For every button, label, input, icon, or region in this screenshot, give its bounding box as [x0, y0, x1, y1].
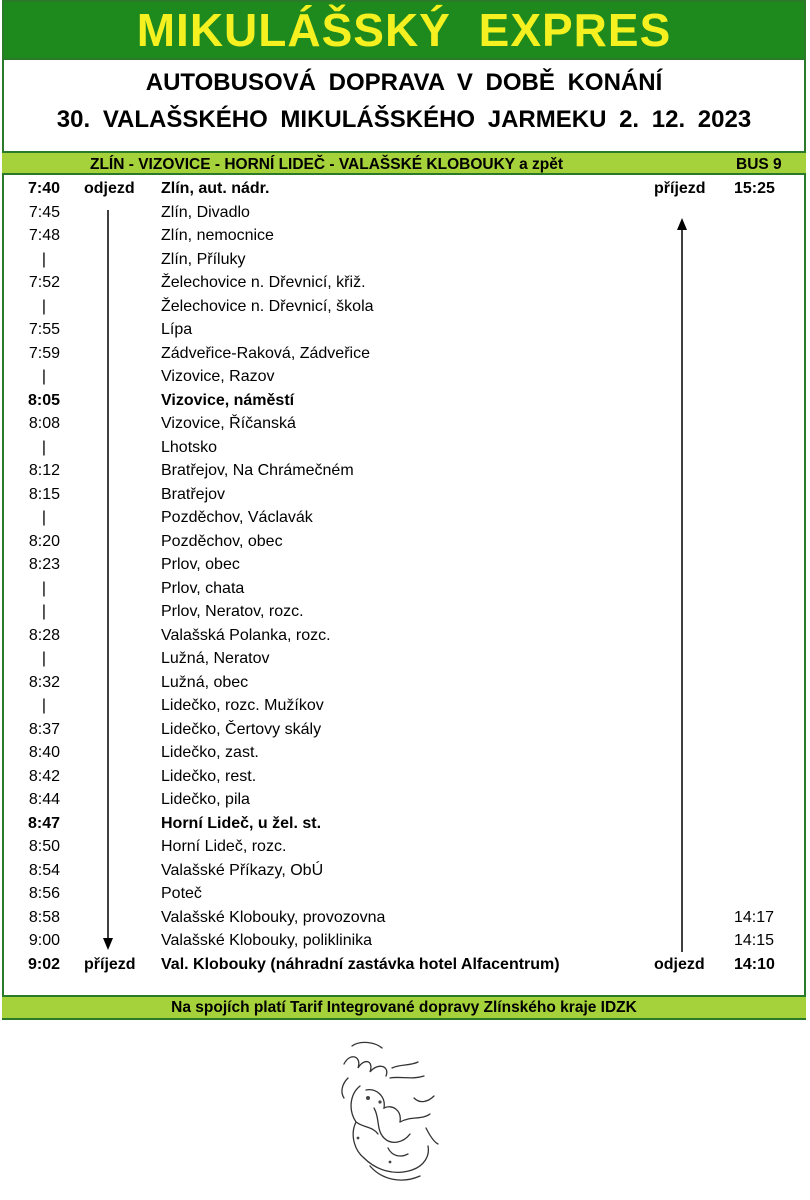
departure-time: 8:32 [28, 673, 60, 691]
departure-time: | [41, 579, 46, 597]
departure-time: 9:02 [27, 955, 60, 973]
stop-name: Poteč [161, 885, 202, 902]
timetable-row [0, 177, 810, 201]
subtitle-line-2: 30. VALAŠSKÉHO MIKULÁŠSKÉHO JARMEKU 2. 12. 2023 [56, 106, 752, 133]
departure-time: 7:45 [28, 203, 60, 221]
departure-time: | [41, 368, 46, 385]
stop-name: Prlov, chata [161, 579, 245, 597]
departure-time: | [41, 509, 46, 526]
timetable-row [0, 365, 810, 389]
stop-name: Valašské Klobouky, provozovna [161, 908, 386, 926]
timetable-row [0, 859, 810, 883]
stop-name: Lidečko, rest. [161, 767, 257, 785]
stop-name: Lidečko, rozc. Mužíkov [161, 697, 324, 714]
departure-time: | [41, 250, 46, 268]
page-title: MIKULÁŠSKÝ EXPRES [136, 4, 672, 56]
departure-time: 8:56 [28, 885, 60, 902]
stop-name: Lidečko, Čertovy skály [161, 720, 322, 738]
timetable-row [0, 506, 810, 530]
departure-time: | [41, 650, 46, 667]
return-time: 14:15 [734, 932, 775, 949]
departure-time: 8:12 [28, 462, 60, 479]
route-name: ZLÍN - VIZOVICE - HORNÍ LIDEČ - VALAŠSKÉ KLOBOUKY a zpět [90, 156, 564, 173]
timetable-row [0, 906, 810, 930]
direction-label-right: odjezd [654, 955, 705, 973]
departure-time: 8:28 [28, 626, 60, 644]
departure-time: 9:00 [28, 932, 60, 949]
stop-name: Lhotsko [161, 438, 218, 456]
departure-time: 8:42 [28, 767, 60, 785]
timetable-row [0, 671, 810, 695]
timetable-row [0, 718, 810, 742]
stop-name: Vizovice, Říčanská [161, 415, 296, 432]
stop-name: Vizovice, Razov [161, 368, 275, 385]
stop-name: Vizovice, náměstí [161, 391, 295, 409]
stop-name: Horní Lideč, rozc. [161, 838, 287, 855]
stop-name: Želechovice n. Dřevnicí, křiž. [161, 274, 366, 291]
timetable-row [0, 201, 810, 225]
stop-name: Bratřejov [161, 485, 226, 503]
route-bar [2, 151, 806, 175]
timetable-row [0, 342, 810, 366]
timetable-row [0, 788, 810, 812]
timetable-row [0, 741, 810, 765]
mikulassky-jarmek-logo-icon [330, 1038, 450, 1188]
return-time: 14:10 [734, 955, 775, 973]
timetable-row [0, 929, 810, 953]
return-time: 15:25 [734, 180, 775, 197]
departure-time: 8:23 [28, 556, 60, 573]
stop-name: Prlov, Neratov, rozc. [161, 603, 304, 620]
direction-label-right: příjezd [654, 180, 706, 197]
departure-time: 7:48 [28, 227, 60, 244]
stop-name: Zlín, aut. nádr. [161, 180, 270, 197]
departure-time: 7:59 [28, 344, 60, 362]
stop-name: Pozděchov, obec [161, 532, 283, 550]
timetable-row [0, 459, 810, 483]
timetable-row [0, 577, 810, 601]
stop-name: Val. Klobouky (náhradní zastávka hotel Alfacentrum) [161, 955, 560, 973]
stop-name: Pozděchov, Václavák [161, 509, 313, 526]
stop-name: Lidečko, pila [161, 791, 250, 808]
departure-time: | [41, 297, 46, 315]
timetable-row [0, 812, 810, 836]
departure-time: 8:20 [28, 532, 60, 550]
timetable-row [0, 647, 810, 671]
stop-name: Valašská Polanka, rozc. [161, 626, 331, 644]
timetable-row [0, 483, 810, 507]
timetable-row [0, 412, 810, 436]
title-banner [2, 0, 806, 60]
departure-time: 7:55 [28, 321, 60, 338]
stop-name: Zádveřice-Raková, Zádveřice [161, 344, 370, 362]
timetable-row [0, 530, 810, 554]
departure-time: | [41, 603, 46, 620]
departure-time: 8:15 [28, 485, 60, 503]
stop-name: Zlín, nemocnice [161, 227, 274, 244]
timetable-row [0, 953, 810, 977]
departure-time: 8:58 [28, 908, 60, 926]
direction-label-left: příjezd [84, 955, 136, 973]
departure-time: 8:44 [28, 791, 60, 808]
stop-name: Prlov, obec [161, 556, 240, 573]
timetable-row [0, 248, 810, 272]
departure-time: | [41, 697, 46, 714]
timetable-row [0, 882, 810, 906]
bus-label: BUS 9 [736, 156, 782, 173]
departure-time: 8:05 [27, 391, 60, 409]
subtitle-line-1: AUTOBUSOVÁ DOPRAVA V DOBĚ KONÁNÍ [145, 69, 663, 96]
timetable-row [0, 224, 810, 248]
timetable-row [0, 436, 810, 460]
timetable-rows [0, 177, 810, 976]
timetable-row [0, 389, 810, 413]
timetable-row [0, 271, 810, 295]
stop-name: Bratřejov, Na Chrámečném [161, 462, 354, 479]
departure-time: 8:54 [28, 861, 60, 879]
tariff-footer: Na spojích platí Tarif Integrované dopravy Zlínského kraje IDZK [2, 995, 806, 1020]
stop-name: Valašské Klobouky, poliklinika [161, 932, 373, 949]
departure-time: 8:37 [28, 720, 60, 738]
stop-name: Lidečko, zast. [161, 744, 259, 761]
stop-name: Želechovice n. Dřevnicí, škola [161, 297, 374, 315]
departure-time: | [41, 438, 46, 456]
timetable-row [0, 835, 810, 859]
direction-label-left: odjezd [84, 180, 135, 197]
stop-name: Zlín, Divadlo [161, 203, 250, 221]
timetable-row [0, 694, 810, 718]
stop-name: Lípa [161, 321, 193, 338]
timetable-row [0, 295, 810, 319]
departure-time: 8:47 [27, 814, 60, 832]
stop-name: Horní Lideč, u žel. st. [161, 814, 322, 832]
departure-time: 7:40 [27, 180, 60, 197]
timetable-row [0, 553, 810, 577]
return-time: 14:17 [734, 908, 775, 926]
stop-name: Zlín, Příluky [161, 250, 246, 268]
departure-time: 8:08 [28, 415, 60, 432]
departure-time: 7:52 [28, 274, 60, 291]
timetable-row [0, 765, 810, 789]
stop-name: Lužná, Neratov [161, 650, 270, 667]
timetable-row [0, 624, 810, 648]
timetable-row [0, 318, 810, 342]
stop-name: Lužná, obec [161, 673, 249, 691]
stop-name: Valašské Příkazy, ObÚ [161, 861, 324, 879]
timetable-row [0, 600, 810, 624]
departure-time: 8:50 [28, 838, 60, 855]
departure-time: 8:40 [28, 744, 60, 761]
